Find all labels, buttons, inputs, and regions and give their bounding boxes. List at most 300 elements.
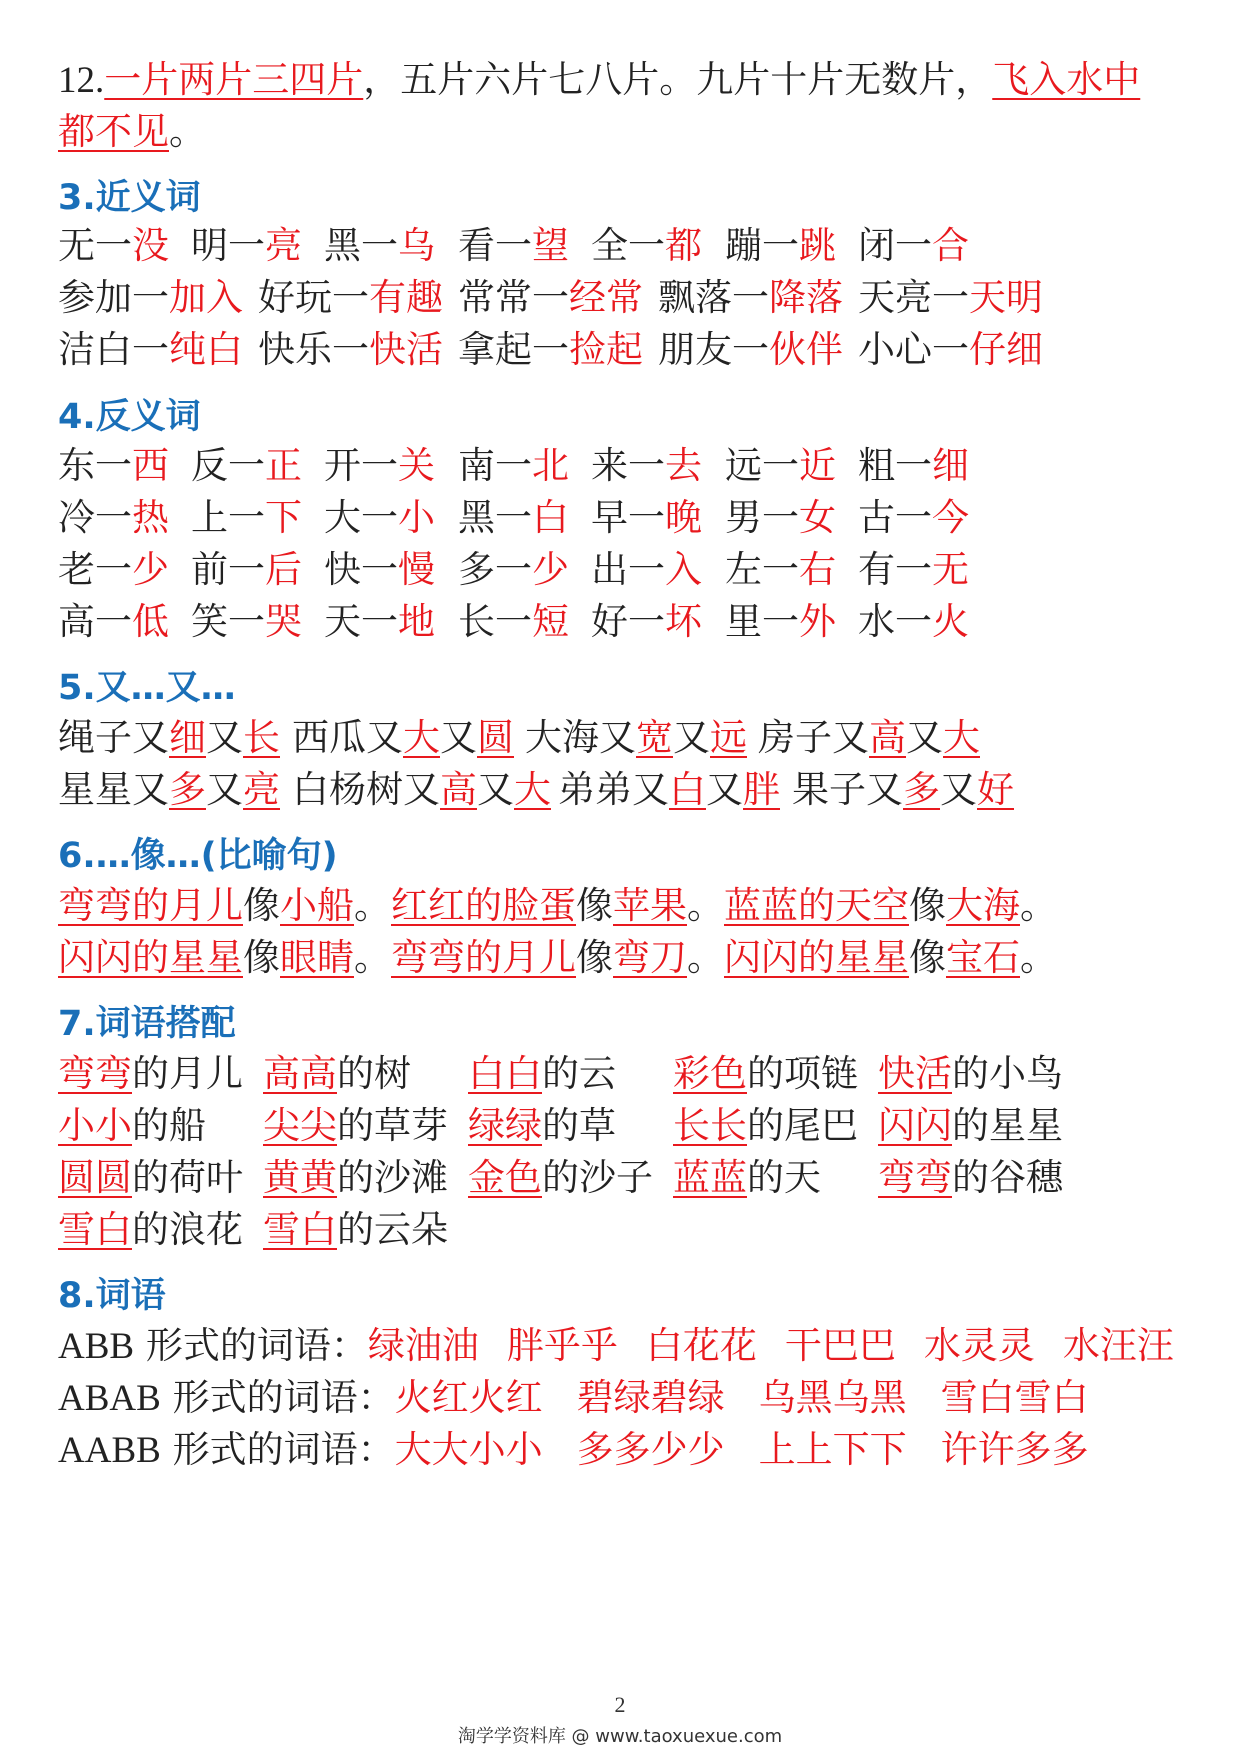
antonym-row <box>58 494 1198 542</box>
word-text: 像 <box>243 884 280 927</box>
antonym-pair <box>58 546 169 594</box>
answer-text: 细 <box>932 444 969 487</box>
antonym-pair <box>58 494 169 542</box>
answer-text: 坏 <box>665 600 702 643</box>
answer-text: 长 <box>243 716 280 759</box>
answer-text: 跳 <box>799 224 836 267</box>
word-text: 星星又 <box>58 768 169 811</box>
youyou-phrase <box>758 714 980 762</box>
synonym-pair <box>858 222 969 270</box>
word-text: 像 <box>909 884 946 927</box>
word-text: 前一 <box>191 548 265 591</box>
answer-text: 仔细 <box>969 328 1043 371</box>
answer-text: 外 <box>799 600 836 643</box>
word-text: 黑一 <box>324 224 398 267</box>
section-title-words: 8.词语 <box>58 1276 166 1316</box>
answer-text: 细 <box>169 716 206 759</box>
answer-text: 近 <box>799 444 836 487</box>
answer-text: 纯白 <box>169 328 243 371</box>
answer-text: 闪闪的星星 <box>724 936 909 979</box>
answer-text: 干巴巴 <box>784 1324 896 1367</box>
word-text: 白杨树又 <box>292 768 440 811</box>
answer-text: 有趣 <box>369 276 443 319</box>
word-text: 无一 <box>58 224 132 267</box>
word-text: 小心一 <box>858 328 969 371</box>
word-text: 天一 <box>324 600 398 643</box>
answer-text: 黄黄 <box>263 1156 337 1199</box>
antonym-pair <box>58 598 169 646</box>
answer-text: 闪闪 <box>878 1104 952 1147</box>
synonym-pair <box>58 222 169 270</box>
answer-text: 降落 <box>769 276 843 319</box>
word-text: 的草 <box>542 1104 616 1147</box>
answer-text: 绿油油 <box>367 1324 479 1367</box>
pattern-label: ABB <box>58 1326 135 1367</box>
collocation-row <box>58 1102 1198 1150</box>
answer-text: 尖尖 <box>263 1104 337 1147</box>
collocation-row <box>58 1206 1198 1254</box>
word-text: 朋友一 <box>658 328 769 371</box>
antonym-pair <box>725 546 836 594</box>
word-text: 又 <box>206 768 243 811</box>
word-text: 又 <box>206 716 243 759</box>
word-text: 好一 <box>591 600 665 643</box>
word-text: 弟弟又 <box>558 768 669 811</box>
collocation-phrase <box>58 1102 206 1150</box>
word-text: 大一 <box>324 496 398 539</box>
antonym-pair <box>458 546 569 594</box>
answer-text: 小小 <box>58 1104 132 1147</box>
simile-row <box>58 934 1198 982</box>
answer-text: 短 <box>532 600 569 643</box>
word-text: 拿起一 <box>458 328 569 371</box>
item-number: 12. <box>58 60 105 101</box>
collocation-row <box>58 1154 1198 1202</box>
antonym-row <box>58 442 1198 490</box>
answer-text: 加入 <box>169 276 243 319</box>
word-text: 常常一 <box>458 276 569 319</box>
section-title-collocation: 7.词语搭配 <box>58 1004 236 1044</box>
collocation-phrase <box>673 1050 858 1098</box>
synonym-pair <box>324 222 435 270</box>
word-text: 的树 <box>337 1052 411 1095</box>
collocation-phrase <box>878 1050 1063 1098</box>
section-title-simile: 6.…像…(比喻句) <box>58 836 338 876</box>
answer-text: 胖 <box>743 768 780 811</box>
antonym-pair <box>191 546 302 594</box>
answer-text: 大海 <box>946 884 1020 927</box>
word-text: 的尾巴 <box>747 1104 858 1147</box>
word-text: 的云朵 <box>337 1208 448 1251</box>
answer-text: 白白 <box>468 1052 542 1095</box>
word-text: 古一 <box>858 496 932 539</box>
answer-text: 乌 <box>398 224 435 267</box>
word-text: 南一 <box>458 444 532 487</box>
word-text: 参加一 <box>58 276 169 319</box>
answer-text: 高 <box>869 716 906 759</box>
answer-text: 水汪汪 <box>1062 1324 1174 1367</box>
word-text: 又 <box>706 768 743 811</box>
answer-text: 都不见 <box>58 110 169 153</box>
antonym-pair <box>591 598 702 646</box>
word-text: 的项链 <box>747 1052 858 1095</box>
word-text: 看一 <box>458 224 532 267</box>
answer-text: 飞入水中 <box>992 58 1141 101</box>
answer-text: 地 <box>398 600 435 643</box>
antonym-row <box>58 598 1198 646</box>
synonym-pair <box>591 222 702 270</box>
antonym-pair <box>458 494 569 542</box>
answer-text: 多 <box>903 768 940 811</box>
punctuation: 。 <box>169 110 206 153</box>
antonym-pair <box>591 546 702 594</box>
youyou-phrase <box>58 714 280 762</box>
answer-text: 伙伴 <box>769 328 843 371</box>
word-text: 上一 <box>191 496 265 539</box>
answer-text: 右 <box>799 548 836 591</box>
answer-text: 许许多多 <box>940 1428 1089 1471</box>
answer-text: 胖乎乎 <box>506 1324 618 1367</box>
antonym-pair <box>725 494 836 542</box>
word-text: 洁白一 <box>58 328 169 371</box>
synonym-pair <box>258 274 443 322</box>
antonym-pair <box>58 442 169 490</box>
answer-text: 北 <box>532 444 569 487</box>
words-row <box>58 1426 1198 1474</box>
word-text: 的草芽 <box>337 1104 448 1147</box>
word-text: 出一 <box>591 548 665 591</box>
simile-sentences <box>58 882 1057 930</box>
answer-text: 水灵灵 <box>923 1324 1035 1367</box>
answer-text: 今 <box>932 496 969 539</box>
answer-text: 合 <box>932 224 969 267</box>
word-text: 形式的词语： <box>160 1428 395 1471</box>
antonym-pair <box>324 494 435 542</box>
answer-text: 雪白 <box>263 1208 337 1251</box>
answer-text: 去 <box>665 444 702 487</box>
simile-row <box>58 882 1198 930</box>
answer-text: 大大小小 <box>394 1428 543 1471</box>
answer-text: 下 <box>265 496 302 539</box>
section-title-youyou: 5.又…又… <box>58 668 236 708</box>
answer-text: 白花花 <box>645 1324 757 1367</box>
answer-text: 无 <box>932 548 969 591</box>
collocation-phrase <box>878 1154 1063 1202</box>
antonym-pair <box>591 442 702 490</box>
answer-text: 蓝蓝的天空 <box>724 884 909 927</box>
word-text: 反一 <box>191 444 265 487</box>
antonym-pair <box>458 442 569 490</box>
answer-text: 入 <box>665 548 702 591</box>
synonym-pair <box>58 326 243 374</box>
synonym-pair <box>658 274 843 322</box>
answer-text: 高 <box>440 768 477 811</box>
answer-text: 碧绿碧绿 <box>576 1376 725 1419</box>
answer-text: 经常 <box>569 276 643 319</box>
answer-text: 闪闪的星星 <box>58 936 243 979</box>
word-text: 像 <box>576 884 613 927</box>
answer-text: 乌黑乌黑 <box>758 1376 907 1419</box>
answer-text: 远 <box>710 716 747 759</box>
collocation-row <box>58 1050 1198 1098</box>
word-text: 笑一 <box>191 600 265 643</box>
synonym-row <box>58 222 1198 270</box>
answer-text: 大 <box>403 716 440 759</box>
answer-text: 火红火红 <box>394 1376 543 1419</box>
word-text: 明一 <box>191 224 265 267</box>
item-12-line-2 <box>58 108 206 156</box>
word-text: 的浪花 <box>132 1208 243 1251</box>
punctuation: 。 <box>687 884 724 927</box>
answer-text: 女 <box>799 496 836 539</box>
word-text: 蹦一 <box>725 224 799 267</box>
youyou-phrase <box>525 714 747 762</box>
answer-text: 正 <box>265 444 302 487</box>
word-text: 的月儿 <box>132 1052 243 1095</box>
answer-text: 雪白雪白 <box>940 1376 1089 1419</box>
word-text: 水一 <box>858 600 932 643</box>
word-text: 好玩一 <box>258 276 369 319</box>
antonym-pair <box>858 546 969 594</box>
answer-text: 弯弯 <box>58 1052 132 1095</box>
answer-text: 后 <box>265 548 302 591</box>
collocation-phrase <box>468 1154 653 1202</box>
antonym-pair <box>858 494 969 542</box>
word-text: 的天 <box>747 1156 821 1199</box>
youyou-row <box>58 714 1198 762</box>
word-text: 全一 <box>591 224 665 267</box>
synonym-pair <box>258 326 443 374</box>
punctuation: 。 <box>687 936 724 979</box>
word-text: 的沙滩 <box>337 1156 448 1199</box>
word-text: 的云 <box>542 1052 616 1095</box>
answer-text: 多 <box>169 768 206 811</box>
synonym-row <box>58 326 1198 374</box>
synonym-pair <box>858 274 1043 322</box>
answer-text: 哭 <box>265 600 302 643</box>
answer-text: 苹果 <box>613 884 687 927</box>
answer-text: 西 <box>132 444 169 487</box>
antonym-pair <box>858 598 969 646</box>
words-line <box>58 1322 1174 1371</box>
answer-text: 宝石 <box>946 936 1020 979</box>
word-text: 像 <box>243 936 280 979</box>
punctuation: 。 <box>1020 884 1057 927</box>
word-text: 形式的词语： <box>160 1376 395 1419</box>
answer-text: 小 <box>398 496 435 539</box>
answer-text: 大 <box>943 716 980 759</box>
collocation-phrase <box>263 1154 448 1202</box>
section-title-antonyms: 4.反义词 <box>58 397 201 437</box>
answer-text: 弯弯 <box>878 1156 952 1199</box>
word-text: 高一 <box>58 600 132 643</box>
answer-text: 弯刀 <box>613 936 687 979</box>
youyou-row <box>58 766 1198 814</box>
word-text: 又 <box>673 716 710 759</box>
collocation-phrase <box>263 1206 448 1254</box>
word-text: 老一 <box>58 548 132 591</box>
antonym-pair <box>324 442 435 490</box>
pattern-label: ABAB <box>58 1378 161 1419</box>
answer-text: 关 <box>398 444 435 487</box>
collocation-phrase <box>263 1102 448 1150</box>
answer-text: 彩色 <box>673 1052 747 1095</box>
word-text: 快一 <box>324 548 398 591</box>
answer-text: 大 <box>514 768 551 811</box>
collocation-phrase <box>673 1102 858 1150</box>
answer-text: 热 <box>132 496 169 539</box>
word-text: 男一 <box>725 496 799 539</box>
youyou-phrase <box>558 766 780 814</box>
pattern-label: AABB <box>58 1430 161 1471</box>
word-text: 果子又 <box>792 768 903 811</box>
answer-text: 宽 <box>636 716 673 759</box>
answer-text: 亮 <box>243 768 280 811</box>
collocation-phrase <box>263 1050 411 1098</box>
antonym-pair <box>191 598 302 646</box>
answer-text: 眼睛 <box>280 936 354 979</box>
words-row <box>58 1374 1198 1422</box>
word-text: 东一 <box>58 444 132 487</box>
answer-text: 捡起 <box>569 328 643 371</box>
antonym-pair <box>191 442 302 490</box>
answer-text: 低 <box>132 600 169 643</box>
word-text: 有一 <box>858 548 932 591</box>
simile-sentences <box>58 934 1057 982</box>
word-text: 西瓜又 <box>292 716 403 759</box>
answer-text: 晚 <box>665 496 702 539</box>
word-text: 粗一 <box>858 444 932 487</box>
answer-text: 弯弯的月儿 <box>58 884 243 927</box>
words-line <box>58 1426 1089 1475</box>
answer-text: 蓝蓝 <box>673 1156 747 1199</box>
synonym-row <box>58 274 1198 322</box>
answer-text: 亮 <box>265 224 302 267</box>
synonym-pair <box>458 274 643 322</box>
synonym-pair <box>458 222 569 270</box>
synonym-pair <box>58 274 243 322</box>
antonym-pair <box>591 494 702 542</box>
answer-text: 白 <box>669 768 706 811</box>
synonym-pair <box>191 222 302 270</box>
answer-text: 快活 <box>369 328 443 371</box>
words-line <box>58 1374 1089 1423</box>
answer-text: 圆 <box>477 716 514 759</box>
word-text: 大海又 <box>525 716 636 759</box>
antonym-pair <box>725 442 836 490</box>
answer-text: 少 <box>532 548 569 591</box>
synonym-pair <box>725 222 836 270</box>
word-text: 像 <box>909 936 946 979</box>
collocation-phrase <box>468 1102 616 1150</box>
punctuation: 。 <box>354 936 391 979</box>
answer-text: 长长 <box>673 1104 747 1147</box>
word-text: 早一 <box>591 496 665 539</box>
answer-text: 金色 <box>468 1156 542 1199</box>
answer-text: 多多少少 <box>576 1428 725 1471</box>
antonym-pair <box>324 598 435 646</box>
section-title-synonyms: 3.近义词 <box>58 178 201 218</box>
word-text: 快乐一 <box>258 328 369 371</box>
word-text: 的沙子 <box>542 1156 653 1199</box>
collocation-phrase <box>878 1102 1063 1150</box>
word-text: 又 <box>477 768 514 811</box>
answer-text: 雪白 <box>58 1208 132 1251</box>
word-text: 多一 <box>458 548 532 591</box>
word-text: 的小鸟 <box>952 1052 1063 1095</box>
word-text: 长一 <box>458 600 532 643</box>
youyou-phrase <box>58 766 280 814</box>
answer-text: 绿绿 <box>468 1104 542 1147</box>
answer-text: 上上下下 <box>758 1428 907 1471</box>
word-text: 又 <box>906 716 943 759</box>
answer-text: 天明 <box>969 276 1043 319</box>
answer-text: 高高 <box>263 1052 337 1095</box>
word-text: 飘落一 <box>658 276 769 319</box>
word-text: 远一 <box>725 444 799 487</box>
punctuation: 。 <box>1020 936 1057 979</box>
word-text: 里一 <box>725 600 799 643</box>
answer-text: 红红的脸蛋 <box>391 884 576 927</box>
answer-text: 火 <box>932 600 969 643</box>
word-text: 冷一 <box>58 496 132 539</box>
synonym-pair <box>858 326 1043 374</box>
source-watermark: 淘学学资料库 @ www.taoxuexue.com <box>457 1726 783 1747</box>
word-text: 来一 <box>591 444 665 487</box>
word-text: 又 <box>440 716 477 759</box>
answer-text: 白 <box>532 496 569 539</box>
answer-text: 望 <box>532 224 569 267</box>
word-text: 开一 <box>324 444 398 487</box>
collocation-phrase <box>58 1206 243 1254</box>
answer-text: 圆圆 <box>58 1156 132 1199</box>
word-text: 房子又 <box>758 716 869 759</box>
answer-text: 小船 <box>280 884 354 927</box>
youyou-phrase <box>792 766 1014 814</box>
antonym-pair <box>324 546 435 594</box>
answer-text: 没 <box>132 224 169 267</box>
word-text: 的谷穗 <box>952 1156 1063 1199</box>
antonym-pair <box>725 598 836 646</box>
collocation-phrase <box>58 1154 243 1202</box>
word-text: 的荷叶 <box>132 1156 243 1199</box>
antonym-pair <box>191 494 302 542</box>
answer-text: 都 <box>665 224 702 267</box>
youyou-phrase <box>292 714 514 762</box>
word-text: 绳子又 <box>58 716 169 759</box>
synonym-pair <box>658 326 843 374</box>
word-text: 左一 <box>725 548 799 591</box>
punctuation: 。 <box>354 884 391 927</box>
word-text: 的星星 <box>952 1104 1063 1147</box>
question-text: ，五片六片七八片。九片十片无数片， <box>363 58 993 101</box>
page-number: 2 <box>614 1692 626 1717</box>
collocation-phrase <box>673 1154 821 1202</box>
word-text: 的船 <box>132 1104 206 1147</box>
item-12-line-1 <box>58 56 1140 105</box>
antonym-pair <box>858 442 969 490</box>
antonym-row <box>58 546 1198 594</box>
word-text: 黑一 <box>458 496 532 539</box>
answer-text: 慢 <box>398 548 435 591</box>
answer-text: 快活 <box>878 1052 952 1095</box>
collocation-phrase <box>58 1050 243 1098</box>
collocation-phrase <box>468 1050 616 1098</box>
answer-text: 少 <box>132 548 169 591</box>
synonym-pair <box>458 326 643 374</box>
word-text: 像 <box>576 936 613 979</box>
antonym-pair <box>458 598 569 646</box>
